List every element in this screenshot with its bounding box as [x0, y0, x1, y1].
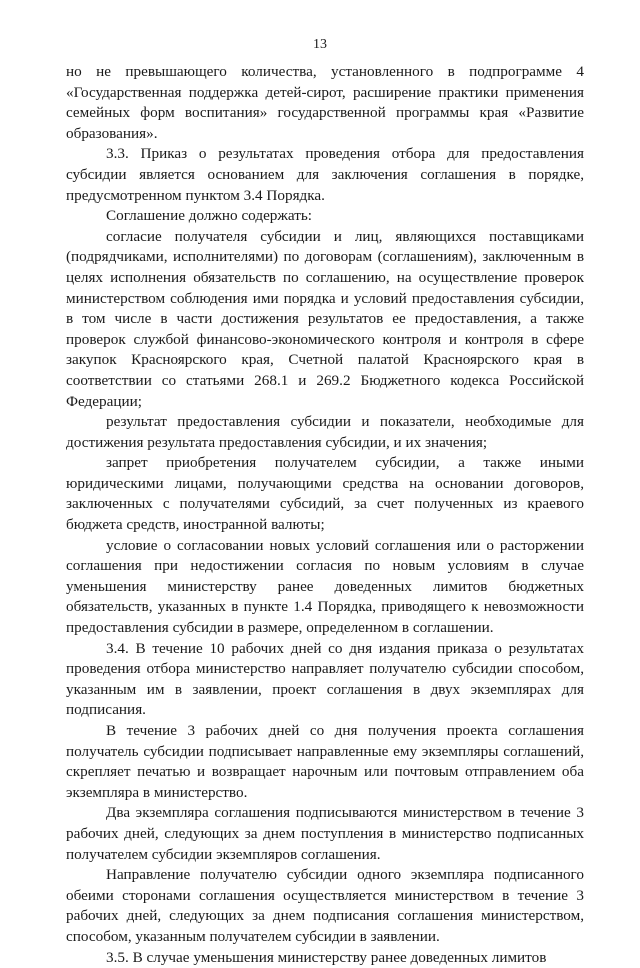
- document-body: [66, 62, 584, 968]
- paragraph-signing-ministry: Два экземпляра соглашения подписываются министерством в течение 3 рабочих дней, следующих за днем поступления в министерство подписанных получателем субсидии экземпляров соглашения.: [66, 804, 584, 863]
- paragraph-agreement-contents: Соглашение должно содержать:: [106, 207, 313, 225]
- paragraph-result: результат предоставления субсидии и показатели, необходимые для достижения результата предоставления субсидии, и их значения;: [66, 413, 584, 451]
- paragraph-continuation: но не превышающего количества, установленного в подпрограмме 4 «Государственная поддержка детей-сирот, расширение практики применения семейных форм воспитания» государственной программы края «Развитие образования».: [66, 63, 584, 142]
- paragraph-3-4: 3.4. В течение 10 рабочих дней со дня издания приказа о результатах проведения отбора министерство направляет получателю субсидии способом, указанным им в заявлении, проект соглашения в двух экземплярах для подписания.: [66, 639, 584, 719]
- paragraph-3-3: 3.3. Приказ о результатах проведения отбора для предоставления субсидии является основанием для заключения соглашения в порядке, предусмотренном пунктом 3.4 Порядка.: [66, 145, 584, 204]
- paragraph-signing-recipient: В течение 3 рабочих дней со дня получения проекта соглашения получатель субсидии подписывает направленные ему экземпляры соглашений, скрепляет печатью и возвращает нарочным или почтовым отправлением оба экземпляра в министерство.: [66, 722, 584, 801]
- page-number: 13: [313, 37, 327, 52]
- paragraph-sending: Направление получателю субсидии одного экземпляра подписанного обеими сторонами соглашения осуществляется министерством в течение 3 рабочих дней, следующих за днем подписания соглашения министерством, способом, указанным получателем субсидии в заявлении.: [66, 866, 584, 945]
- paragraph-consent: согласие получателя субсидии и лиц, являющихся поставщиками (подрядчиками, исполнителями) по договорам (соглашениям), заключенным в целях исполнения обязательств по соглашению, на осуществление проверок министерством соблюдения ими порядка и условий предоставления субсидии, в том числе в части достижения результатов ее предоставления, а также проверок службой финансово-экономического контроля и контроля в сфере закупок Красноярского края, Счетной палатой Красноярского края в соответствии со статьями 268.1 и 269.2 Бюджетного кодекса Российской Федерации;: [66, 227, 584, 410]
- paragraph-prohibition: запрет приобретения получателем субсидии, а также иными юридическими лицами, получающими средства на основании договоров, заключенных с получателями субсидий, за счет полученных из краевого бюджета средств, иностранной валюты;: [66, 454, 584, 534]
- paragraph-condition: условие о согласовании новых условий соглашения или о расторжении соглашения при недостижении согласия по новым условиям в случае уменьшения министерству ранее доведенных лимитов бюджетных обязательств, указанных в пункте 1.4 Порядка, приводящего к невозможности предоставления субсидии в размере, определенном в соглашении.: [66, 536, 584, 637]
- paragraph-3-5: 3.5. В случае уменьшения министерству ранее доведенных лимитов: [106, 948, 547, 966]
